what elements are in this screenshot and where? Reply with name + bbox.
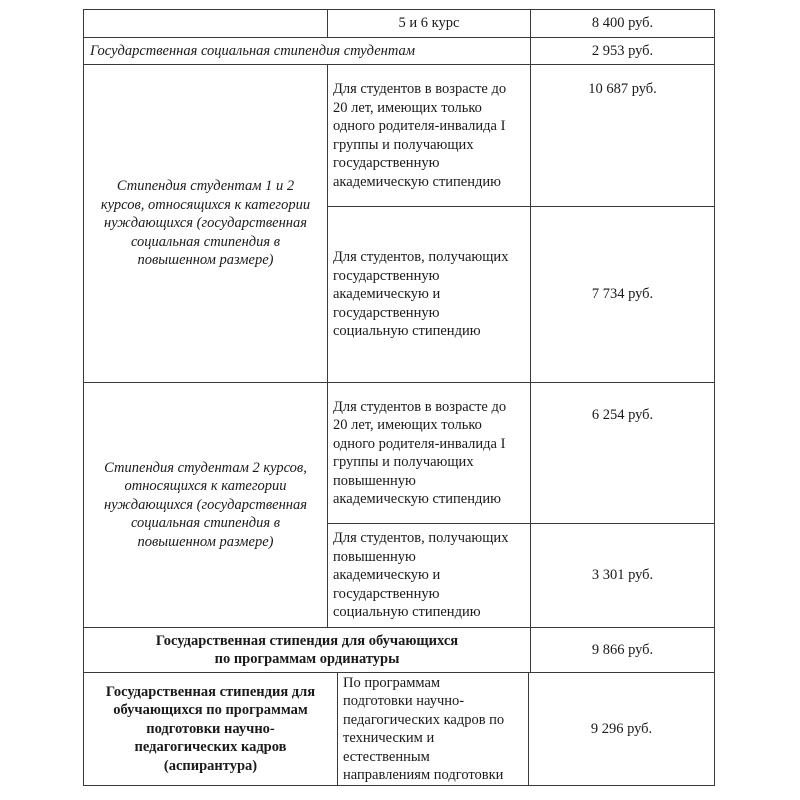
description-line: Для студентов, получающих bbox=[333, 249, 509, 266]
amount-value: 10 687 руб. bbox=[588, 81, 657, 97]
category-line: социальная стипендия в bbox=[130, 233, 281, 250]
amount-value: 3 301 руб. bbox=[591, 567, 654, 584]
course-label: 5 и 6 курс bbox=[398, 15, 460, 32]
table-cell-description bbox=[337, 672, 529, 786]
amount-value: 9 296 руб. bbox=[590, 720, 653, 737]
amount-value: 7 734 руб. bbox=[591, 286, 654, 303]
category-line: по программам ординатуры bbox=[214, 651, 400, 667]
table-cell-description bbox=[327, 523, 531, 628]
category-line: педагогических кадров bbox=[134, 739, 287, 756]
description-line: подготовки научно- bbox=[343, 693, 465, 709]
table-cell-category-empty bbox=[83, 9, 328, 38]
description-line: академическую стипендию bbox=[333, 173, 501, 190]
scholarship-table bbox=[83, 9, 715, 786]
description-line: государственную bbox=[333, 304, 440, 321]
table-cell-description bbox=[327, 64, 531, 207]
amount-value: 8 400 руб. bbox=[591, 15, 654, 32]
description-line: одного родителя-инвалида I bbox=[333, 118, 506, 134]
table-cell-amount bbox=[530, 523, 715, 628]
table-cell-amount bbox=[528, 672, 715, 786]
table-cell-amount bbox=[530, 37, 715, 65]
table-cell-amount bbox=[530, 64, 715, 207]
category-line: (аспирантура) bbox=[163, 757, 258, 774]
table-cell-category bbox=[83, 382, 328, 628]
table-cell-amount bbox=[530, 627, 715, 673]
table-cell-amount bbox=[530, 382, 715, 524]
table-cell-category bbox=[83, 64, 328, 383]
description-line: академическую стипендию bbox=[333, 491, 501, 507]
description-line: техническим и bbox=[343, 730, 435, 746]
description-line: Для студентов в возрасте до bbox=[333, 398, 507, 415]
amount-value: 6 254 руб. bbox=[591, 407, 654, 423]
category-line: Государственная стипендия для bbox=[105, 683, 316, 700]
description-line: государственную bbox=[333, 585, 440, 602]
description-line: педагогических кадров по bbox=[343, 711, 505, 728]
category-line: подготовки научно- bbox=[146, 720, 275, 737]
description-line: государственную bbox=[333, 267, 440, 284]
description-line: 20 лет, имеющих только bbox=[333, 99, 482, 116]
category-line: Стипендия студентам 2 курсов, bbox=[104, 459, 307, 476]
table-cell-description bbox=[327, 382, 531, 524]
description-line: повышенную bbox=[333, 548, 416, 565]
description-line: академическую и bbox=[333, 567, 441, 584]
table-cell-description bbox=[327, 206, 531, 383]
category-label: Государственная социальная стипендия студентам bbox=[90, 42, 415, 59]
category-line: Государственная стипендия для обучающихся bbox=[155, 632, 459, 649]
description-line: одного родителя-инвалида I bbox=[333, 435, 506, 452]
table-cell-amount bbox=[530, 9, 715, 38]
description-line: Для студентов в возрасте до bbox=[333, 81, 507, 97]
category-line: нуждающихся (государственная bbox=[104, 215, 307, 232]
description-line: государственную bbox=[333, 155, 440, 171]
category-line: повышенном размере) bbox=[137, 252, 274, 269]
table-cell-category bbox=[83, 627, 531, 673]
category-line: повышенном размере) bbox=[137, 533, 274, 550]
description-line: 20 лет, имеющих только bbox=[333, 417, 482, 433]
description-line: социальную стипендию bbox=[333, 604, 481, 621]
description-line: направлениям подготовки bbox=[343, 767, 504, 783]
category-line: Стипендия студентам 1 и 2 bbox=[116, 178, 295, 195]
table-cell-amount bbox=[530, 206, 715, 383]
category-line: обучающихся по программам bbox=[113, 702, 308, 719]
table-cell-course bbox=[327, 9, 531, 38]
table-cell-category bbox=[83, 672, 338, 786]
amount-value: 9 866 руб. bbox=[591, 641, 654, 658]
description-line: группы и получающих bbox=[333, 454, 474, 470]
amount-value: 2 953 руб. bbox=[591, 42, 654, 59]
description-line: академическую и bbox=[333, 286, 441, 303]
description-line: Для студентов, получающих bbox=[333, 530, 509, 547]
category-line: относящихся к категории bbox=[124, 478, 287, 495]
category-line: нуждающихся (государственная bbox=[104, 496, 307, 513]
category-line: социальная стипендия в bbox=[130, 515, 281, 532]
description-line: социальную стипендию bbox=[333, 323, 481, 340]
description-line: естественным bbox=[343, 748, 430, 765]
description-line: группы и получающих bbox=[333, 136, 474, 153]
description-line: повышенную bbox=[333, 472, 416, 489]
description-line: По программам bbox=[343, 674, 441, 691]
category-line: курсов, относящихся к категории bbox=[100, 196, 311, 213]
table-cell-category bbox=[83, 37, 531, 65]
